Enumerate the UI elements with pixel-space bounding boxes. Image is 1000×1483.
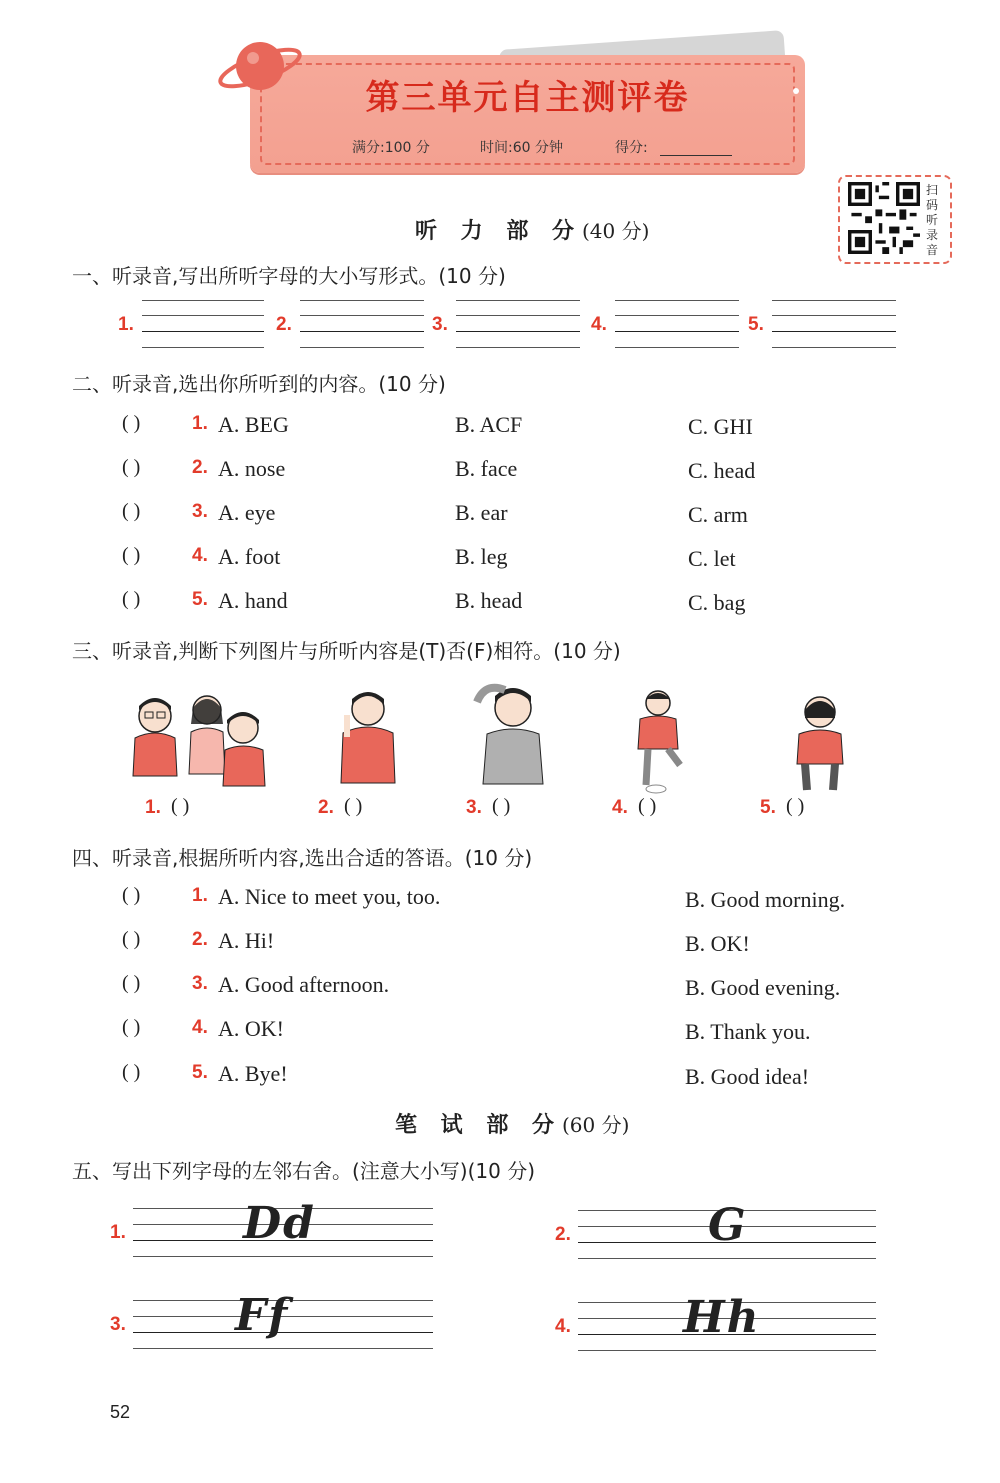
printed-letters: Ff [235,1290,290,1341]
q1-item-number: 5. [748,314,764,335]
q4-item-number: 4. [192,1017,208,1038]
children-greeting-picture [115,688,275,788]
option-c[interactable]: C. let [688,546,736,571]
writing-guide-line [142,300,264,301]
q1-title: 一、听录音,写出所听字母的大小写形式。(10 分) [72,264,506,288]
option-a[interactable]: A. eye [218,500,276,525]
page-number: 52 [110,1402,131,1422]
q5-item-number: 2. [555,1224,571,1245]
option-a[interactable]: A. Hi! [218,928,275,953]
option-b[interactable]: B. face [455,456,518,481]
writing-guide-line [772,347,896,348]
writing-guide-line[interactable] [300,315,424,316]
answer-paren[interactable]: ( ) [122,412,141,434]
option-b[interactable]: B. head [455,588,523,613]
listening-heading-text: 听 力 部 分 [415,219,582,244]
printed-letters: G [708,1200,748,1251]
writing-heading-text: 笔 试 部 分 [395,1113,562,1138]
writing-section-heading [395,1108,629,1139]
q5-item-number: 4. [555,1316,571,1337]
writing-guide-line [772,331,896,332]
q1-item-number: 2. [276,314,292,335]
writing-guide-line[interactable] [772,315,896,316]
q1-item-number: 1. [118,314,134,335]
answer-paren[interactable]: ( ) [122,500,141,522]
page-title: 第三单元自主测评卷 [365,78,690,118]
answer-paren[interactable]: ( ) [122,544,141,566]
writing-guide-line [615,347,739,348]
writing-guide-line [456,331,580,332]
writing-guide-line [456,347,580,348]
q5-item-number: 3. [110,1314,126,1335]
option-b[interactable]: B. leg [455,544,508,569]
answer-paren[interactable]: ( ) [786,795,805,817]
writing-guide-line [615,331,739,332]
answer-paren[interactable]: ( ) [122,884,141,906]
writing-guide-line[interactable] [142,315,264,316]
q2-item-number: 5. [192,589,208,610]
q2-item-number: 2. [192,457,208,478]
option-b[interactable]: B. Good idea! [685,1064,810,1089]
q4-item-number: 3. [192,973,208,994]
answer-paren[interactable]: ( ) [122,1016,141,1038]
writing-guide-line [772,300,896,301]
option-a[interactable]: A. nose [218,456,286,481]
answer-paren[interactable]: ( ) [171,795,190,817]
option-b[interactable]: B. ACF [455,412,523,437]
qr-code-box[interactable] [838,175,952,264]
option-a[interactable]: A. Nice to meet you, too. [218,884,441,909]
answer-paren[interactable]: ( ) [122,928,141,950]
boy-touching-ear-picture [333,685,403,785]
full-score: 满分:100 分 [352,140,430,156]
qr-code-icon [848,182,920,254]
answer-paren[interactable]: ( ) [122,456,141,478]
q3-item-number: 4. [612,797,628,818]
q4-item-number: 5. [192,1062,208,1083]
writing-guide-line[interactable] [615,315,739,316]
writing-guide-line [456,300,580,301]
score-label: 得分: [615,140,648,156]
q1-item-number: 4. [591,314,607,335]
q5-title: 五、写出下列字母的左邻右舍。(注意大小写)(10 分) [72,1159,536,1183]
printed-letters: Dd [243,1198,316,1249]
q3-item-number: 3. [466,797,482,818]
writing-guide-line [578,1350,876,1351]
option-b[interactable]: B. OK! [685,931,750,956]
q4-item-number: 1. [192,885,208,906]
writing-guide-line[interactable] [456,315,580,316]
option-a[interactable]: A. BEG [218,412,289,437]
writing-guide-line [300,331,424,332]
qr-label: 扫码听录音 [926,183,939,257]
q3-title: 三、听录音,判断下列图片与所听内容是(T)否(F)相符。(10 分) [72,639,621,663]
writing-guide-line [133,1348,433,1349]
option-a[interactable]: A. OK! [218,1016,284,1041]
option-b[interactable]: B. Good morning. [685,887,846,912]
time-limit: 时间:60 分钟 [480,140,563,156]
listening-points: (40 分) [581,219,650,243]
option-a[interactable]: A. Good afternoon. [218,972,390,997]
listening-section-heading [415,214,649,245]
q4-item-number: 2. [192,929,208,950]
answer-paren[interactable]: ( ) [122,1061,141,1083]
q4-title: 四、听录音,根据所听内容,选出合适的答语。(10 分) [72,846,533,870]
option-b[interactable]: B. Good evening. [685,975,841,1000]
writing-guide-line [142,331,264,332]
answer-paren[interactable]: ( ) [638,795,657,817]
printed-letters: Hh [683,1292,761,1343]
q3-item-number: 1. [145,797,161,818]
q3-item-number: 5. [760,797,776,818]
boy-raising-foot-picture [628,685,693,795]
option-a[interactable]: A. hand [218,588,288,613]
q2-item-number: 4. [192,545,208,566]
writing-guide-line [133,1256,433,1257]
q2-title: 二、听录音,选出你所听到的内容。(10 分) [72,372,446,396]
q5-item-number: 1. [110,1222,126,1243]
writing-points: (60 分) [561,1113,630,1137]
option-a[interactable]: A. foot [218,544,281,569]
writing-guide-line [615,300,739,301]
writing-guide-line [142,347,264,348]
q2-item-number: 3. [192,501,208,522]
answer-paren[interactable]: ( ) [344,795,363,817]
boy-touching-head-picture [465,672,560,787]
q3-item-number: 2. [318,797,334,818]
writing-guide-line [578,1258,876,1259]
option-c[interactable]: C. bag [688,590,746,615]
option-c[interactable]: C. GHI [688,414,753,439]
q2-item-number: 1. [192,413,208,434]
writing-guide-line [300,347,424,348]
option-c[interactable]: C. head [688,458,756,483]
answer-paren[interactable]: ( ) [492,795,511,817]
answer-paren[interactable]: ( ) [122,972,141,994]
q1-item-number: 3. [432,314,448,335]
option-b[interactable]: B. ear [455,500,508,525]
boy-touching-knees-picture [785,692,855,792]
writing-guide-line [300,300,424,301]
option-c[interactable]: C. arm [688,502,748,527]
answer-paren[interactable]: ( ) [122,588,141,610]
option-a[interactable]: A. Bye! [218,1061,288,1086]
option-b[interactable]: B. Thank you. [685,1019,811,1044]
score-blank [660,155,732,156]
